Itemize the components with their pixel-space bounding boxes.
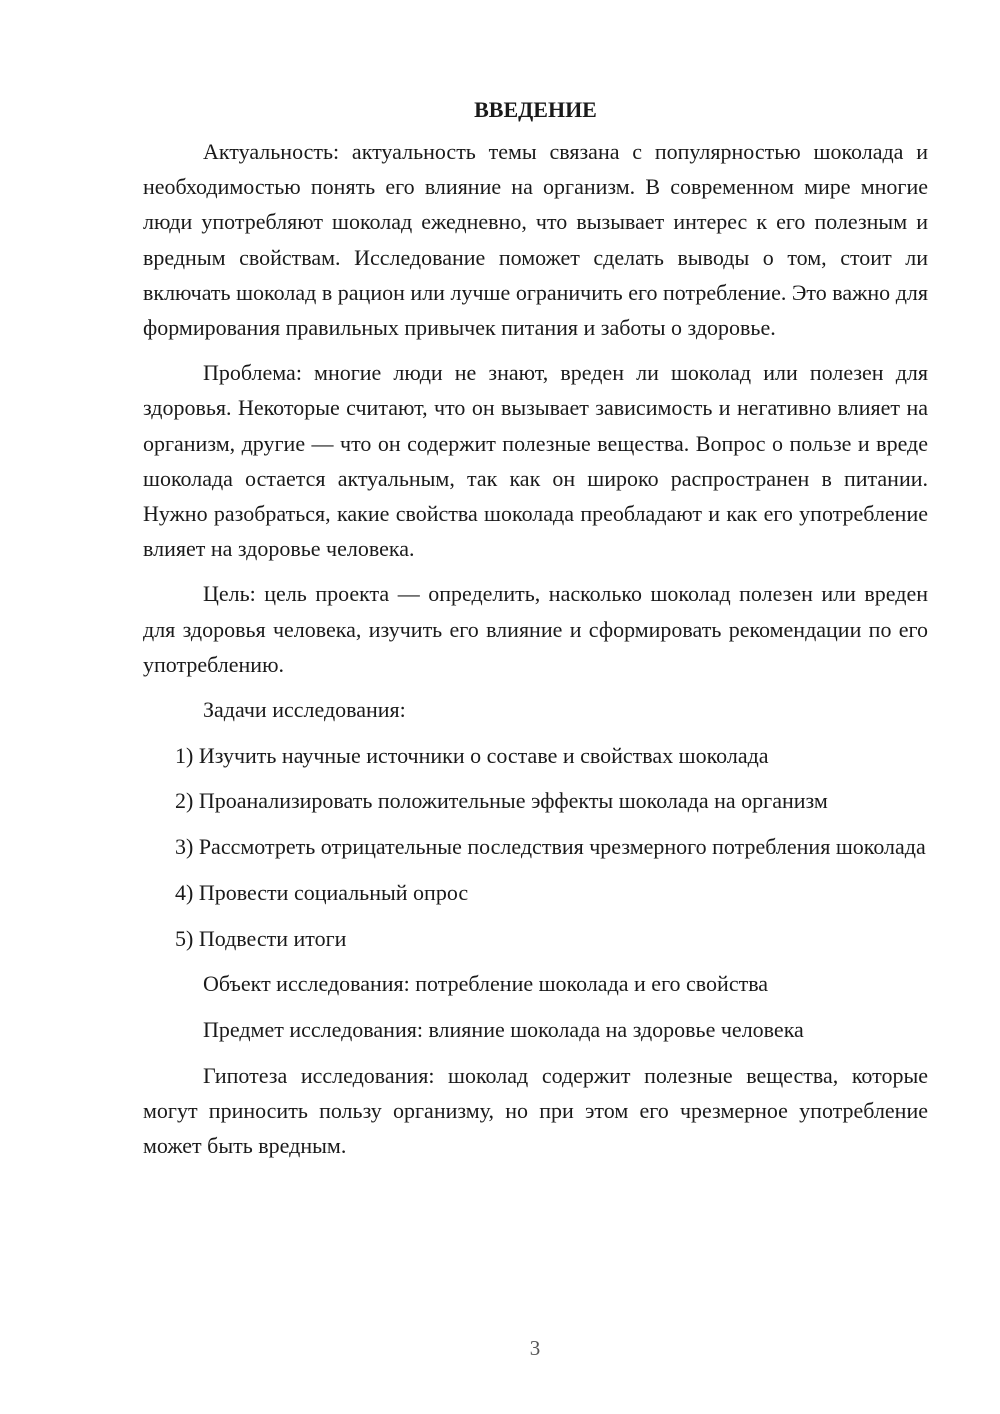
paragraph-problem: Проблема: многие люди не знают, вреден ли шоколад или полезен для здоровья. Некоторые считают, что он вызывает зависимость и негативно влияет на организм, другие — что он содержит полезные вещества. Вопрос о пользе и вреде шоколада остается актуальным, так как он широко распространен в питании. Нужно разобраться, какие свойства шоколада преобладают и как его употребление влияет на здоровье человека.	[143, 360, 928, 562]
section-title: ВВЕДЕНИЕ	[474, 97, 597, 122]
paragraph-goal: Цель: цель проекта — определить, насколько шоколад полезен или вреден для здоровья человека, изучить его влияние и сформировать рекомендации по его употреблению.	[143, 581, 928, 677]
paragraph-object: Объект исследования: потребление шоколада и его свойства	[203, 971, 769, 997]
page-number: 3	[529, 1336, 541, 1360]
paragraph-hypothesis: Гипотеза исследования: шоколад содержит полезные вещества, которые могут приносить пользу организму, но при этом его чрезмерное употребление может быть вредным.	[143, 1062, 928, 1159]
paragraph-relevance: Актуальность: актуальность темы связана с популярностью шоколада и необходимостью понять его влияние на организм. В современном мире многие люди употребляют шоколад ежедневно, что вызывает интерес к его полезным и вредным свойствам. Исследование поможет сделать выводы о том, стоит ли включать шоколад в рацион или лучше ограничить его потребление. Это важно для формирования правильных привычек питания и заботы о здоровье.	[143, 139, 928, 341]
task-item-4: 4) Провести социальный опрос	[175, 879, 469, 905]
task-item-3: 3) Рассмотреть отрицательные последствия чрезмерного потребления шоколада	[175, 834, 926, 860]
paragraph-subject: Предмет исследования: влияние шоколада на здоровье человека	[203, 1016, 804, 1042]
task-item-1: 1) Изучить научные источники о составе и свойствах шоколада	[175, 742, 769, 768]
task-item-5: 5) Подвести итоги	[175, 925, 347, 951]
tasks-heading: Задачи исследования:	[203, 697, 406, 723]
task-item-2: 2) Проанализировать положительные эффекты шоколада на организм	[175, 788, 828, 814]
document-page	[143, 92, 928, 1163]
